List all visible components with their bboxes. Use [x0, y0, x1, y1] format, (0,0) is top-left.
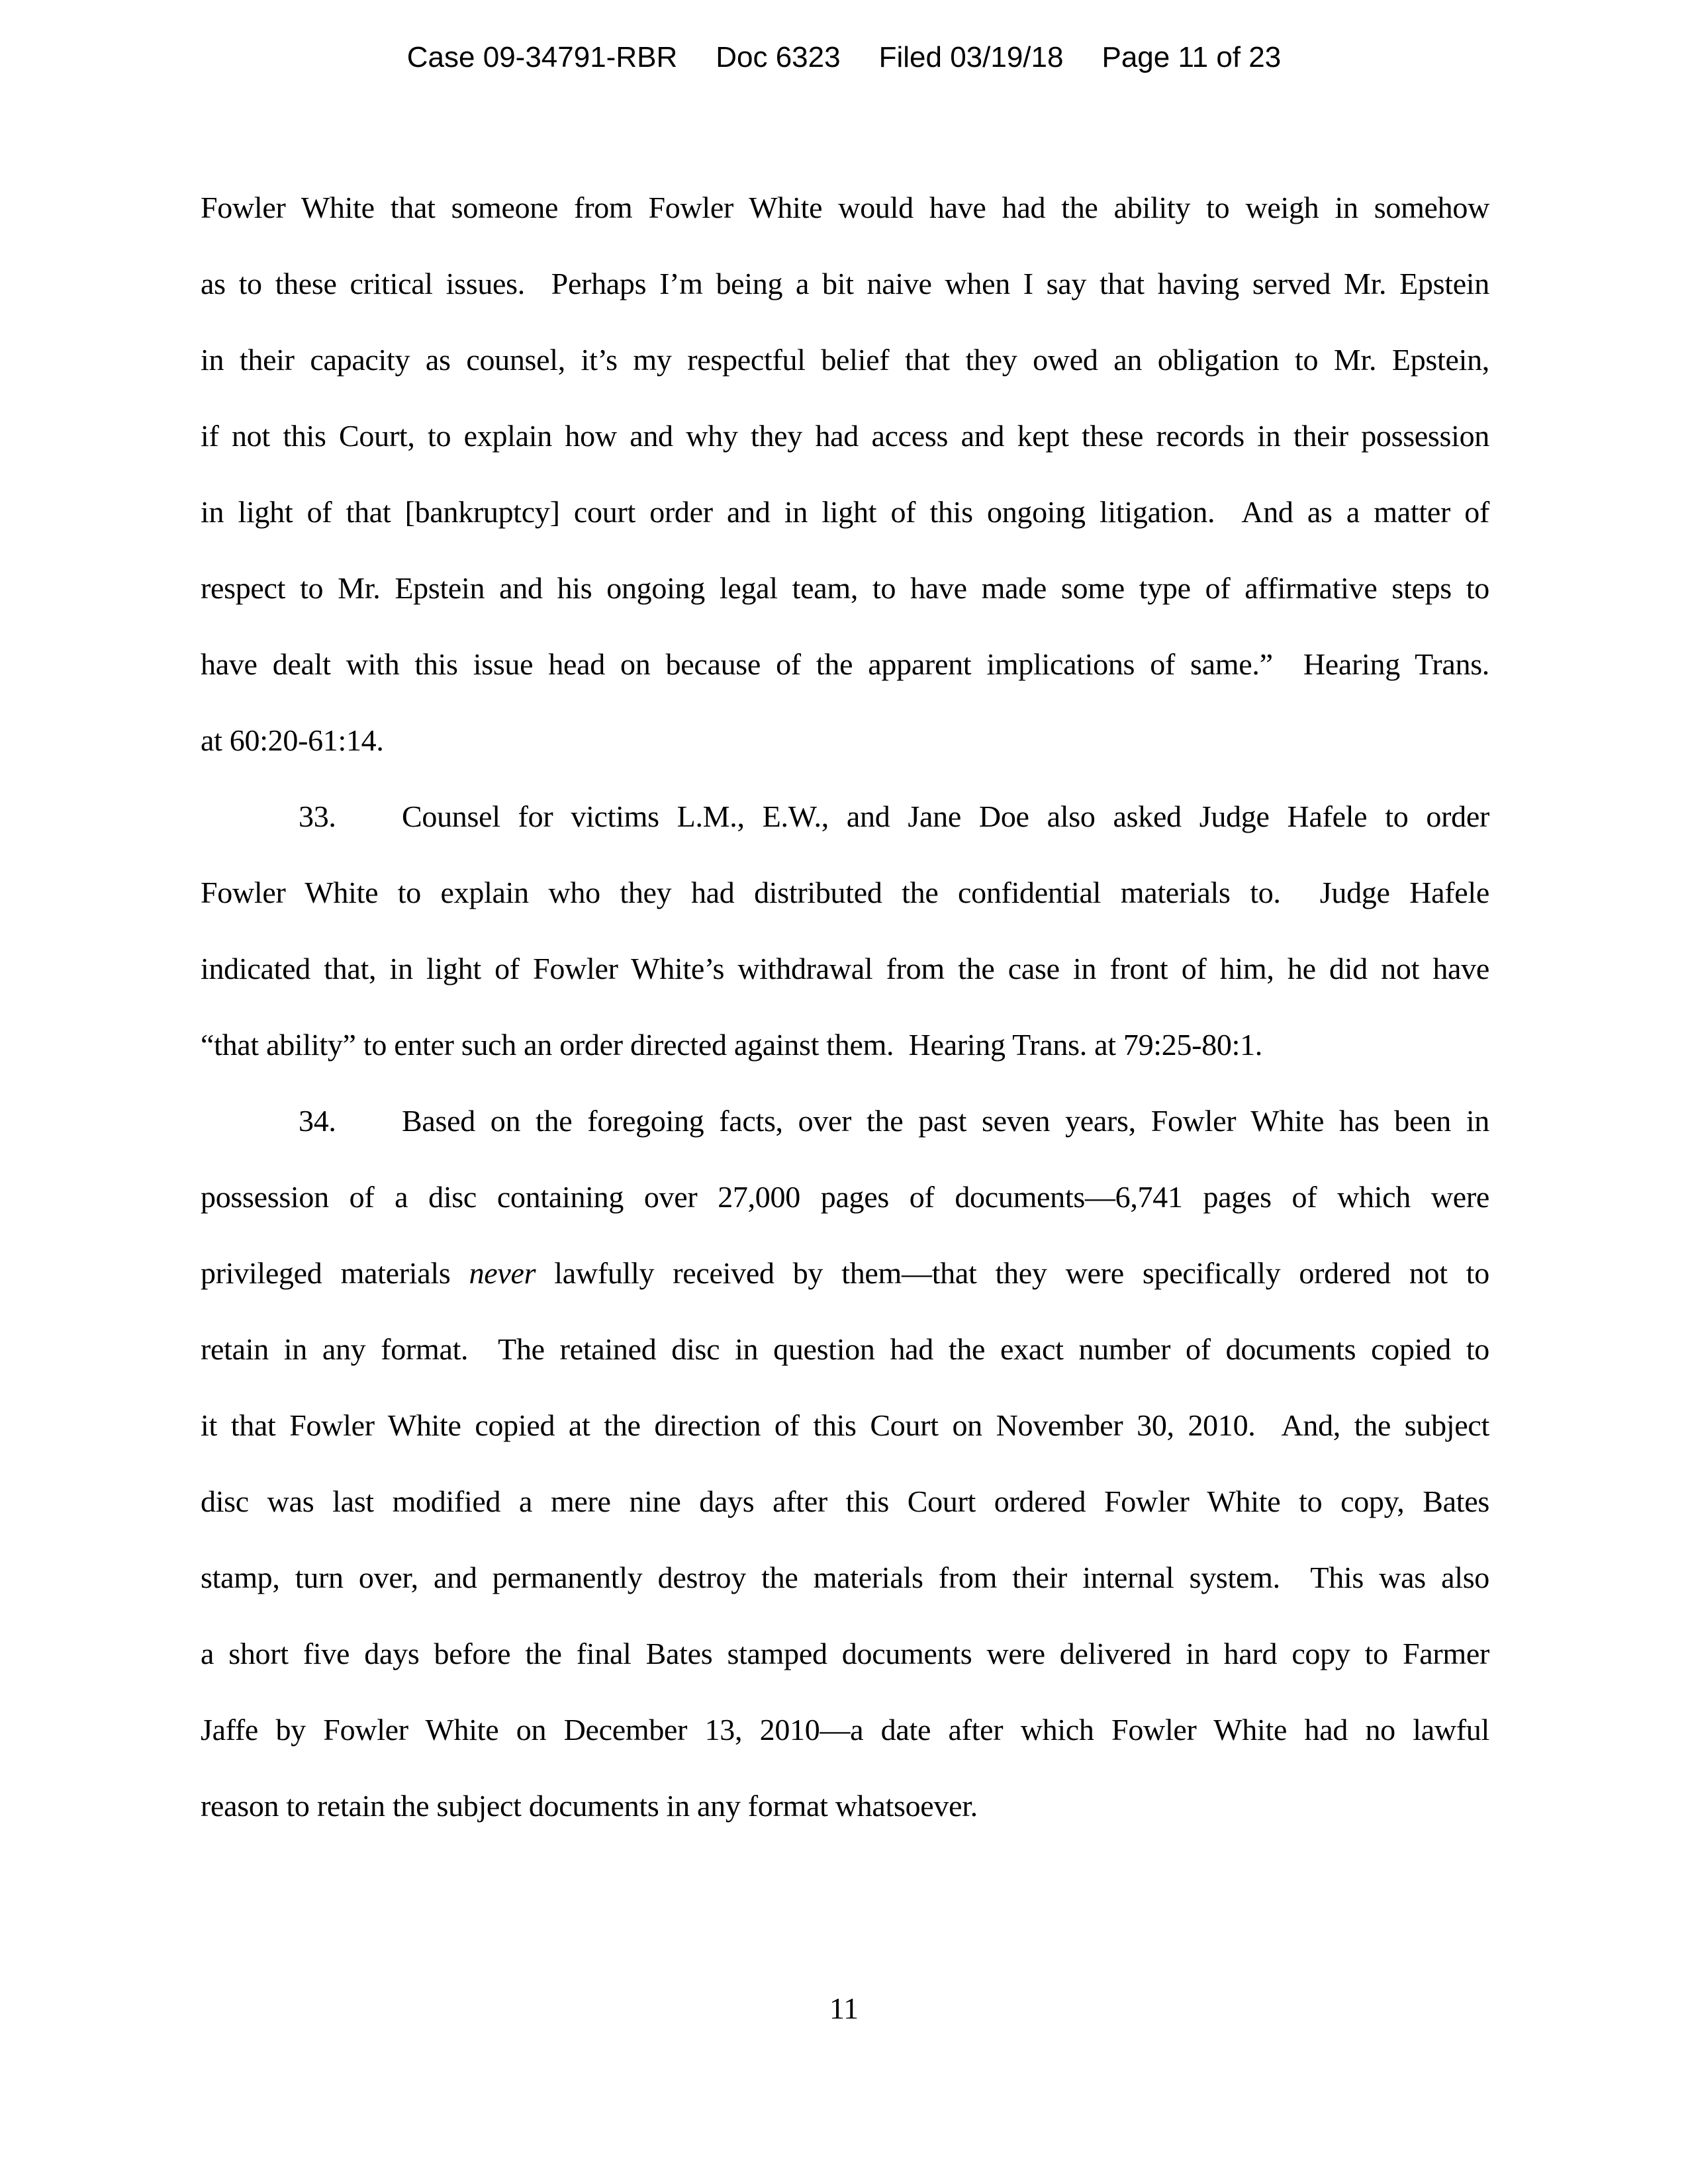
body-text-segment: Counsel for victims L.M., E.W., and Jane Doe also asked Judge Hafele to order — [402, 799, 1489, 833]
document-line — [201, 1463, 1489, 1539]
court-stamp-filed-date: Filed 03/19/18 — [878, 41, 1064, 73]
document-line — [201, 322, 1489, 398]
body-text-segment: it that Fowler White copied at the direction of this Court on November 30, 2010. And, the subject — [201, 1408, 1489, 1442]
document-body — [201, 169, 1489, 1844]
paragraph-number: 33. — [299, 799, 336, 833]
document-line — [201, 702, 1489, 778]
body-text-segment: a short five days before the final Bates stamped documents were delivered in hard copy to Farmer — [201, 1637, 1489, 1670]
body-text-segment: Fowler White to explain who they had distributed the confidential materials to. Judge Hafele — [201, 876, 1489, 909]
document-line — [201, 474, 1489, 550]
document-line — [201, 550, 1489, 626]
document-line — [201, 1387, 1489, 1463]
document-line — [201, 398, 1489, 474]
body-text-segment: respect to Mr. Epstein and his ongoing legal team, to have made some type of affirmative steps to — [201, 571, 1489, 605]
document-line — [201, 1539, 1489, 1615]
document-line — [201, 1007, 1489, 1083]
body-text-segment: lawfully received by them—that they were specifically ordered not to — [536, 1256, 1489, 1290]
document-line — [201, 931, 1489, 1007]
court-stamp-page-count: Page 11 of 23 — [1102, 41, 1282, 73]
document-line — [201, 1311, 1489, 1387]
body-text-segment: possession of a disc containing over 27,000 pages of documents—6,741 pages of which were — [201, 1180, 1489, 1214]
body-text-segment: in light of that [bankruptcy] court order and in light of this ongoing litigation. And as a matter of — [201, 495, 1489, 529]
body-text-segment: stamp, turn over, and permanently destroy the materials from their internal system. This was also — [201, 1561, 1489, 1594]
body-text-segment: at 60:20-61:14. — [201, 723, 384, 757]
document-line — [201, 778, 1489, 854]
page-number: 11 — [829, 1991, 859, 2025]
document-line — [201, 626, 1489, 702]
document-line — [201, 246, 1489, 322]
document-line — [201, 169, 1489, 246]
body-text-segment: Fowler White that someone from Fowler White would have had the ability to weigh in somehow — [201, 191, 1489, 224]
body-text-segment: Based on the foregoing facts, over the past seven years, Fowler White has been in — [402, 1104, 1489, 1138]
document-line — [201, 1615, 1489, 1692]
paragraph-number: 34. — [299, 1104, 336, 1138]
body-text-segment: if not this Court, to explain how and why they had access and kept these records in their possession — [201, 419, 1489, 453]
emphasized-text: never — [469, 1256, 536, 1290]
body-text-segment: as to these critical issues. Perhaps I’m being a bit naive when I say that having served Mr. Epstein — [201, 267, 1489, 300]
document-line — [201, 1692, 1489, 1768]
body-text-segment: “that ability” to enter such an order directed against them. Hearing Trans. at 79:25-80:1. — [201, 1028, 1262, 1062]
court-stamp-header — [0, 41, 1688, 74]
document-line — [201, 854, 1489, 931]
body-text-segment: privileged materials — [201, 1256, 469, 1290]
document-line — [201, 1768, 1489, 1844]
body-text-segment: have dealt with this issue head on because of the apparent implications of same.” Hearing Trans. — [201, 647, 1489, 681]
body-text-segment: reason to retain the subject documents in any format whatsoever. — [201, 1789, 978, 1823]
body-text-segment: disc was last modified a mere nine days after this Court ordered Fowler White to copy, Bates — [201, 1484, 1489, 1518]
body-text-segment: retain in any format. The retained disc in question had the exact number of documents copied to — [201, 1332, 1489, 1366]
document-line — [201, 1235, 1489, 1311]
court-stamp-case-number: Case 09-34791-RBR — [406, 41, 678, 73]
body-text-segment: in their capacity as counsel, it’s my respectful belief that they owed an obligation to Mr. Epstein, — [201, 343, 1489, 377]
document-line — [201, 1083, 1489, 1159]
document-line — [201, 1159, 1489, 1235]
court-stamp-doc-number: Doc 6323 — [716, 41, 841, 73]
body-text-segment: Jaffe by Fowler White on December 13, 2010—a date after which Fowler White had no lawful — [201, 1713, 1489, 1747]
body-text-segment: indicated that, in light of Fowler White’s withdrawal from the case in front of him, he did not have — [201, 952, 1489, 985]
